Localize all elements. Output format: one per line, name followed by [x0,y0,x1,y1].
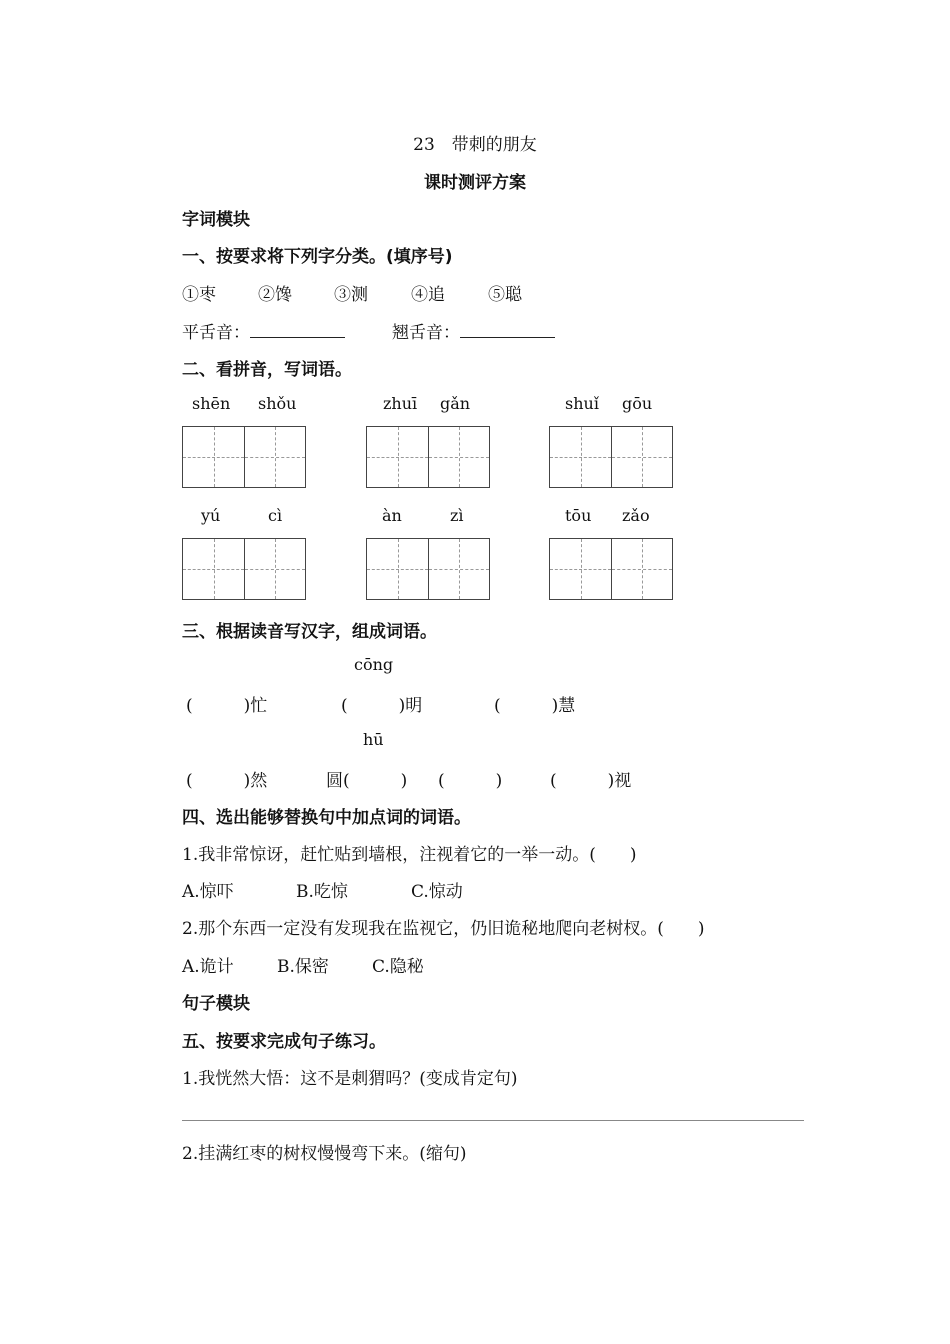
writing-grid-cell[interactable] [366,426,428,488]
fill-word[interactable]: ( )视 [550,771,632,791]
page-title: 23 带刺的朋友 [413,135,537,155]
fill-word[interactable]: ( )明 [341,696,423,716]
pinyin: tōu [565,506,592,525]
choice-option[interactable]: B.保密 [277,957,329,977]
writing-grid-cell[interactable] [611,538,673,600]
writing-grid-cell[interactable] [428,538,490,600]
q5-sentence-1: 1.我恍然大悟：这不是刺猬吗？(变成肯定句) [182,1069,518,1089]
retroflex-blank[interactable] [460,323,555,338]
fill-word[interactable]: ( )然 [186,771,268,791]
module-words-heading: 字词模块 [182,210,250,230]
choice-option[interactable]: C.惊动 [411,882,463,902]
flat-tongue-row [182,318,345,343]
q1-item: ①枣 [182,285,216,305]
writing-grid-cell[interactable] [428,426,490,488]
pinyin: gōu [622,394,653,413]
pinyin: zhuī [383,394,418,413]
q1-item: ④追 [411,285,445,305]
pinyin: gǎn [440,394,471,413]
q4-sentence-2: 2.那个东西一定没有发现我在监视它，仍旧诡秘地爬向老树杈。( ) [182,919,705,939]
fill-word[interactable]: ( ) [438,771,503,791]
pinyin: hū [363,730,384,749]
page-subtitle: 课时测评方案 [424,173,526,193]
writing-grid-cell[interactable] [244,426,306,488]
q5-sentence-2: 2.挂满红枣的树杈慢慢弯下来。(缩句) [182,1144,467,1164]
pinyin: cì [268,506,283,525]
q3-heading: 三、根据读音写汉字，组成词语。 [182,622,437,642]
fill-word[interactable]: 圆( ) [326,771,408,791]
pinyin: zǎo [622,506,650,525]
q2-heading: 二、看拼音，写词语。 [182,360,352,380]
q1-heading: 一、按要求将下列字分类。(填序号) [182,247,453,267]
pinyin: àn [382,506,402,525]
pinyin: zì [450,506,464,525]
writing-grid-cell[interactable] [182,538,244,600]
pinyin: shēn [192,394,231,413]
q1-item: ③测 [334,285,368,305]
pinyin: cōng [354,655,394,674]
q1-item: ②馋 [258,285,292,305]
q5-heading: 五、按要求完成句子练习。 [182,1032,386,1052]
retroflex-row [392,318,555,343]
answer-line[interactable] [182,1120,804,1121]
q4-heading: 四、选出能够替换句中加点词的词语。 [182,808,471,828]
choice-option[interactable]: A.诡计 [182,957,234,977]
retroflex-label: 翘舌音： [392,323,460,343]
fill-word[interactable]: ( )慧 [494,696,576,716]
writing-grid-cell[interactable] [611,426,673,488]
writing-grid-cell[interactable] [549,538,611,600]
flat-tongue-label: 平舌音： [182,323,250,343]
writing-grid-cell[interactable] [366,538,428,600]
choice-option[interactable]: A.惊吓 [182,882,234,902]
choice-option[interactable]: B.吃惊 [296,882,348,902]
module-sentences-heading: 句子模块 [182,994,250,1014]
q1-item: ⑤聪 [488,285,522,305]
writing-grid-cell[interactable] [244,538,306,600]
pinyin: yú [201,506,221,525]
fill-word[interactable]: ( )忙 [186,696,268,716]
choice-option[interactable]: C.隐秘 [372,957,424,977]
q4-sentence-1: 1.我非常惊讶，赶忙贴到墙根，注视着它的一举一动。( ) [182,845,637,865]
writing-grid-cell[interactable] [182,426,244,488]
flat-tongue-blank[interactable] [250,323,345,338]
pinyin: shǒu [258,394,297,413]
writing-grid-cell[interactable] [549,426,611,488]
pinyin: shuǐ [565,394,599,413]
